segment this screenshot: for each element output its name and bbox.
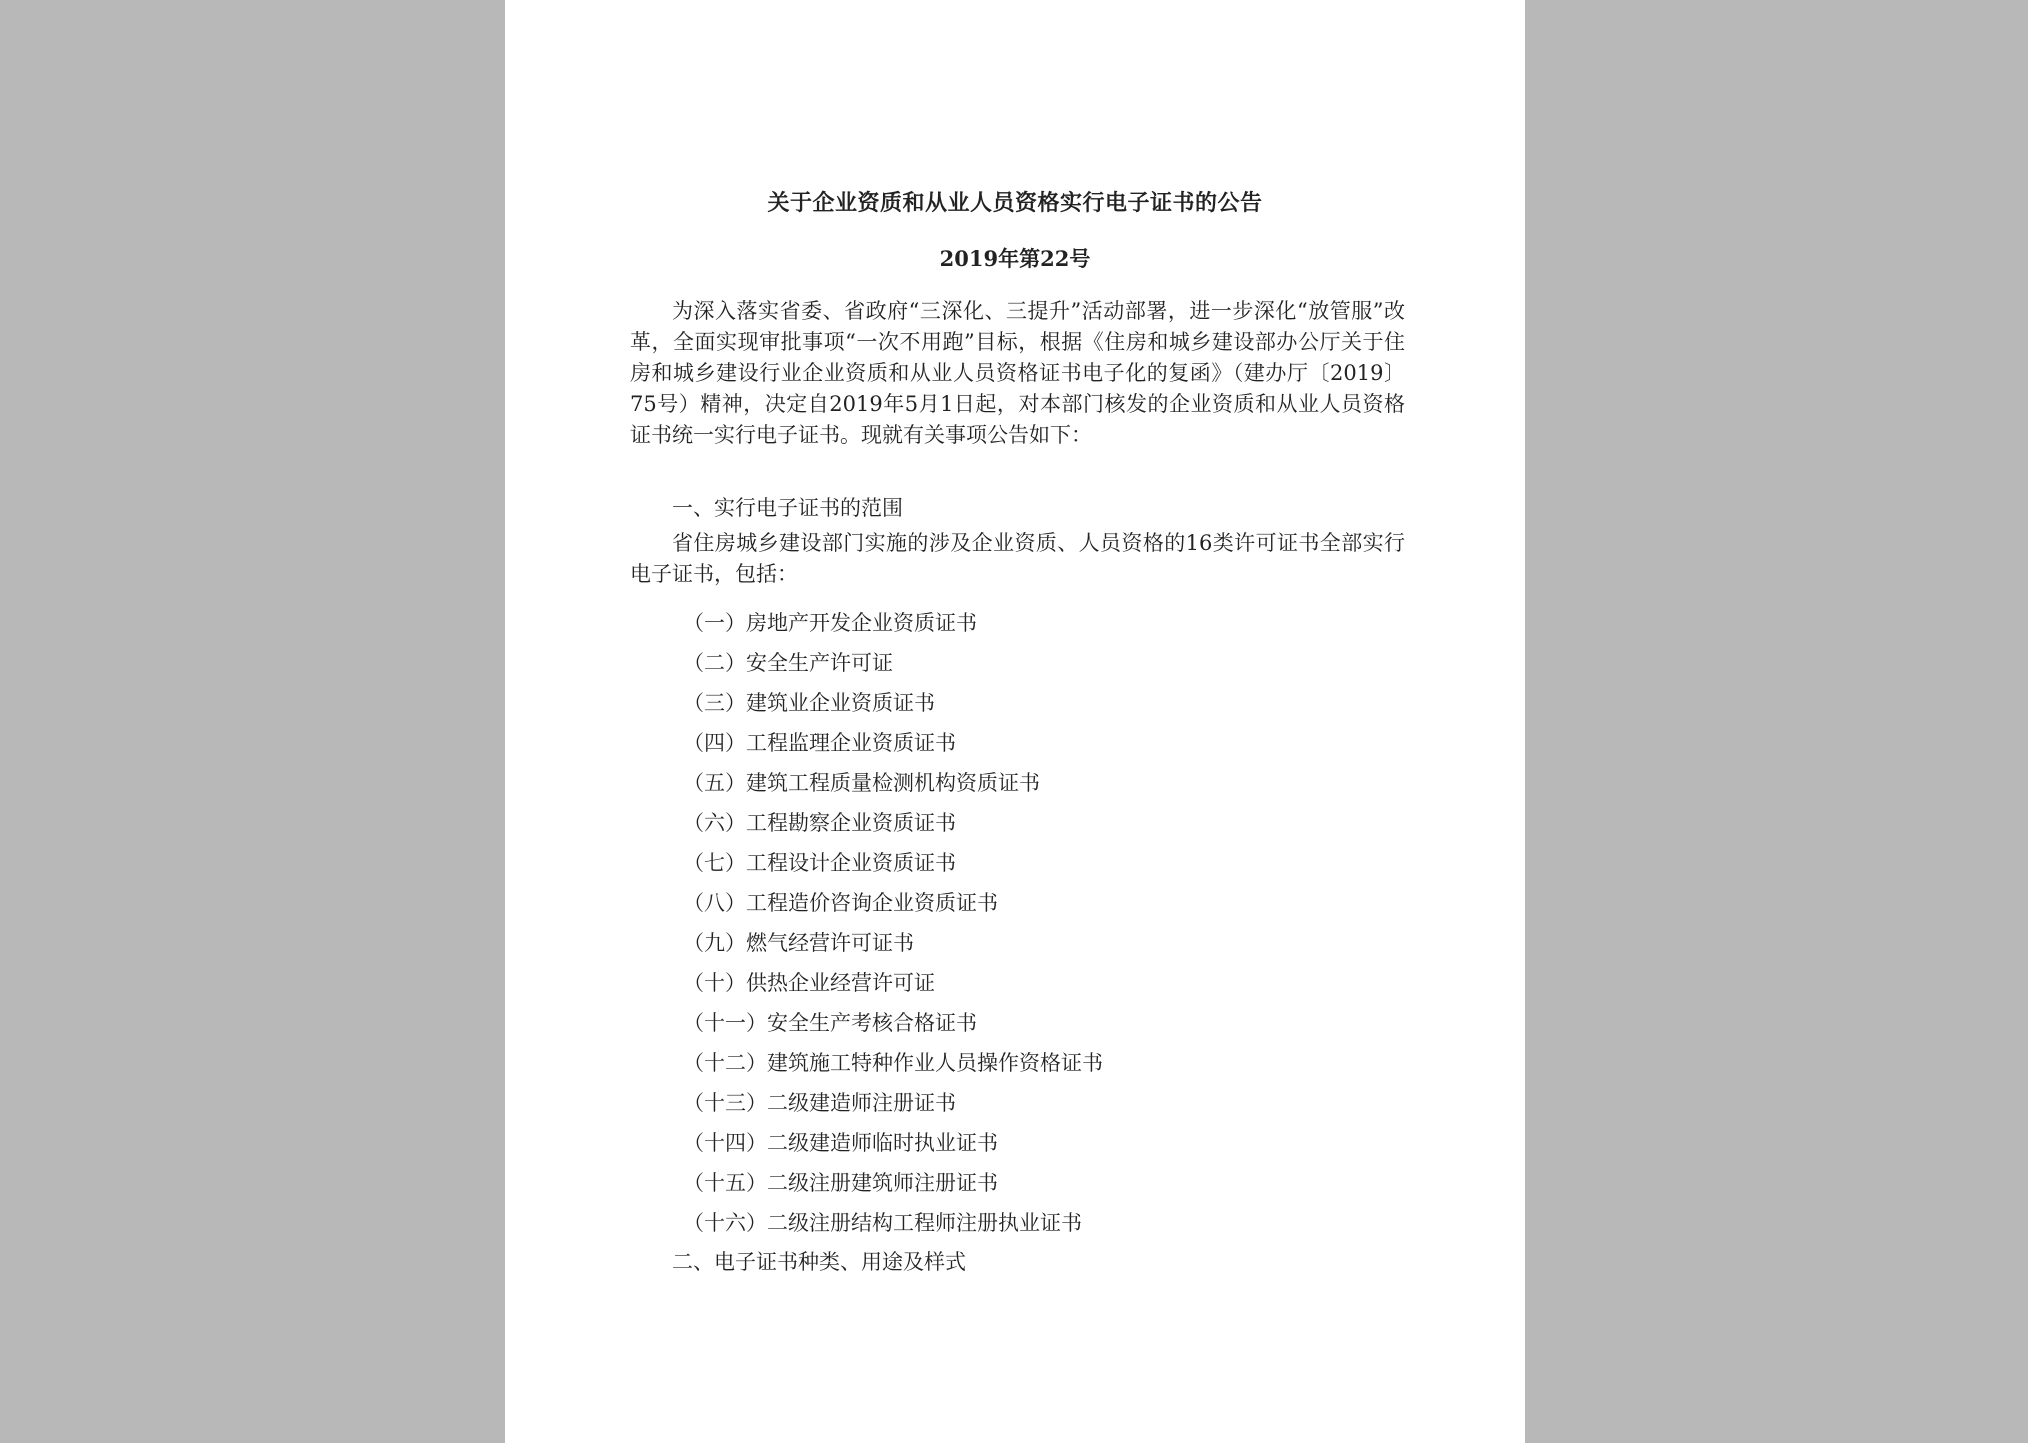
list-item: （七）工程设计企业资质证书 — [683, 851, 956, 875]
list-item: （十三）二级建造师注册证书 — [683, 1091, 956, 1115]
list-item: （十二）建筑施工特种作业人员操作资格证书 — [683, 1051, 1103, 1075]
section-1-paragraph: 省住房城乡建设部门实施的涉及企业资质、人员资格的16类许可证书全部实行电子证书，包括： — [630, 531, 1405, 586]
list-item: （六）工程勘察企业资质证书 — [683, 811, 956, 835]
list-item: （四）工程监理企业资质证书 — [683, 731, 956, 755]
list-item: （十六）二级注册结构工程师注册执业证书 — [683, 1211, 1082, 1235]
intro-paragraph: 为深入落实省委、省政府“三深化、三提升”活动部署，进一步深化“放管服”改革，全面实现审批事项“一次不用跑”目标，根据《住房和城乡建设部办公厅关于住房和城乡建设行业企业资质和从业人员资格证书电子化的复函》（建办厅〔2019〕75号）精神，决定自2019年5月1日起，对本部门核发的企业资质和从业人员资格证书统一实行电子证书。现就有关事项公告如下： — [630, 299, 1405, 447]
list-item: （一）房地产开发企业资质证书 — [683, 611, 977, 635]
list-item: （二）安全生产许可证 — [683, 651, 893, 675]
list-item: （三）建筑业企业资质证书 — [683, 691, 935, 715]
list-item: （八）工程造价咨询企业资质证书 — [683, 891, 998, 915]
certificate-list — [683, 603, 1103, 1243]
list-item: （十四）二级建造师临时执业证书 — [683, 1131, 998, 1155]
document-page — [505, 0, 1525, 1443]
section-2-heading: 二、电子证书种类、用途及样式 — [672, 1250, 966, 1274]
intro-block — [630, 296, 1405, 451]
list-item: （十）供热企业经营许可证 — [683, 971, 935, 995]
announcement-title: 关于企业资质和从业人员资格实行电子证书的公告 — [767, 190, 1263, 216]
announcement-number: 2019年第22号 — [939, 246, 1091, 271]
list-item: （五）建筑工程质量检测机构资质证书 — [683, 771, 1040, 795]
list-item: （十一）安全生产考核合格证书 — [683, 1011, 977, 1035]
section-1-heading: 一、实行电子证书的范围 — [672, 496, 903, 520]
list-item: （十五）二级注册建筑师注册证书 — [683, 1171, 998, 1195]
list-item: （九）燃气经营许可证书 — [683, 931, 914, 955]
